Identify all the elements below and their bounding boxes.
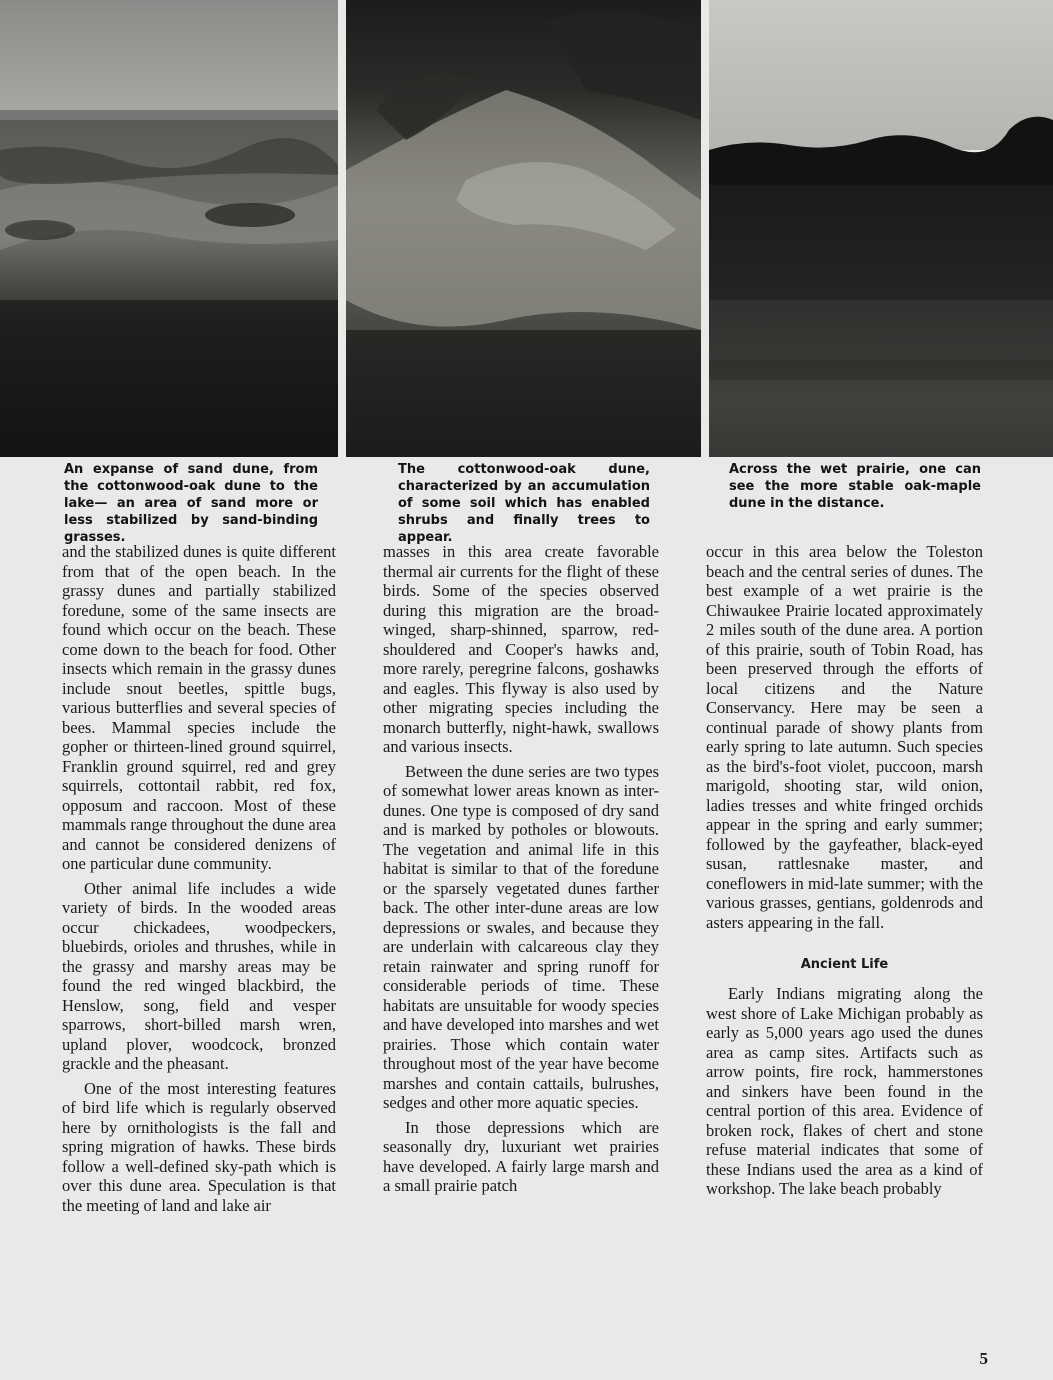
photo-caption-1: An expanse of sand dune, from the cottonwood-oak dune to the lake— an area of sand more or less stabilized by sand-binding grasses. xyxy=(64,462,318,545)
paragraph: One of the most interesting features of bird life which is regularly observed here by ornithologists is the fall and spring migration of hawks. These birds follow a well-defined sky-path which is over this dune area. Speculation is that the meeting of land and lake air xyxy=(62,1078,336,1215)
text-column-1 xyxy=(62,542,336,1322)
paragraph: Early Indians migrating along the west shore of Lake Michigan probably as early as 5,000 years ago used the dunes area as camp sites. Artifacts such as arrow points, fire rock, hammerstones and sinkers have been found in the central portion of this area. Evidence of broken rock, flakes of chert and stone refuse material indicates that some of these Indians used the area as a kind of workshop. The lake beach probably xyxy=(706,984,983,1198)
photo-caption-3: Across the wet prairie, one can see the more stable oak-maple dune in the distance. xyxy=(729,462,981,511)
paragraph: Between the dune series are two types of somewhat lower areas known as inter-dunes. One type is composed of dry sand and is marked by potholes or blowouts. The vegetation and animal life in this habitat is similar to that of the foredune or the sparsely vegetated dunes farther back. The other inter-dune areas are low depressions or swales, and because they are underlain with calcareous clay they retain rainwater and spring runoff for considerable periods of time. These habitats are unsuitable for woody species and have developed into marshes and wet prairies. Those which contain water throughout most of the year have become marshes and contain cattails, bulrushes, sedges and other more aquatic species. xyxy=(383,761,659,1112)
paragraph: In those depressions which are seasonally dry, luxuriant wet prairies have developed. A fairly large marsh and a small prairie patch xyxy=(383,1117,659,1195)
photo-cottonwood-oak-dune xyxy=(346,0,701,457)
photo-sand-dune-to-lake xyxy=(0,0,338,457)
text-column-2 xyxy=(383,542,659,1322)
paragraph: masses in this area create favorable thermal air currents for the flight of these birds. Some of the species observed during this migration are the broad-winged, sharp-shinned, sparrow, red-shouldered and Cooper's hawks and, more rarely, peregrine falcons, goshawks and eagles. This flyway is also used by other migrating species including the monarch butterfly, night-hawk, swallows and various insects. xyxy=(383,542,659,756)
paragraph: and the stabilized dunes is quite different from that of the open beach. In the grassy dunes and partially stabilized foredune, some of the same insects are found which occur on the beach. These come down to the beach for food. Other insects which remain in the grassy dunes include snout beetles, spittle bugs, various butterflies and several species of bees. Mammal species include the gopher or thirteen-lined ground squirrel, Franklin ground squirrel, red and grey squirrels, cottontail rabbit, red fox, opposum and raccoon. Most of these mammals range throughout the dune area and cannot be considered denizens of one particular dune community. xyxy=(62,542,336,873)
paragraph: Other animal life includes a wide variety of birds. In the wooded areas occur chickadees, woodpeckers, bluebirds, orioles and thrushes, while in the grassy and marshy areas may be found the red winged blackbird, the Henslow, song, field and vesper sparrows, short-billed marsh wren, upland plover, woodcock, bronzed grackle and the pheasant. xyxy=(62,878,336,1073)
photo-wet-prairie xyxy=(709,0,1053,457)
page-number: 5 xyxy=(979,1349,988,1368)
section-heading: Ancient Life xyxy=(800,957,889,972)
photo-caption-2: The cottonwood-oak dune, characterized by an accumulation of some soil which has enabled shrubs and finally trees to appear. xyxy=(398,462,650,545)
paragraph: occur in this area below the Toleston beach and the central series of dunes. The best example of a wet prairie is the Chiwaukee Prairie located approximately 2 miles south of the dune area. A portion of this prairie, south of Tobin Road, has been preserved through the efforts of local citizens and the Nature Conservancy. Here may be seen a continual parade of showy plants from early spring to late autumn. Such species as the bird's-foot violet, puccoon, marsh marigold, shooting star, wild onion, ladies tresses and white fringed orchids appear in the spring and early summer; followed by the gayfeather, black-eyed susan, rattlesnake master, and coneflowers in mid-late summer; with the various grasses, gentians, goldenrods and asters appearing in the fall. xyxy=(706,542,983,932)
text-column-3 xyxy=(706,542,983,1322)
